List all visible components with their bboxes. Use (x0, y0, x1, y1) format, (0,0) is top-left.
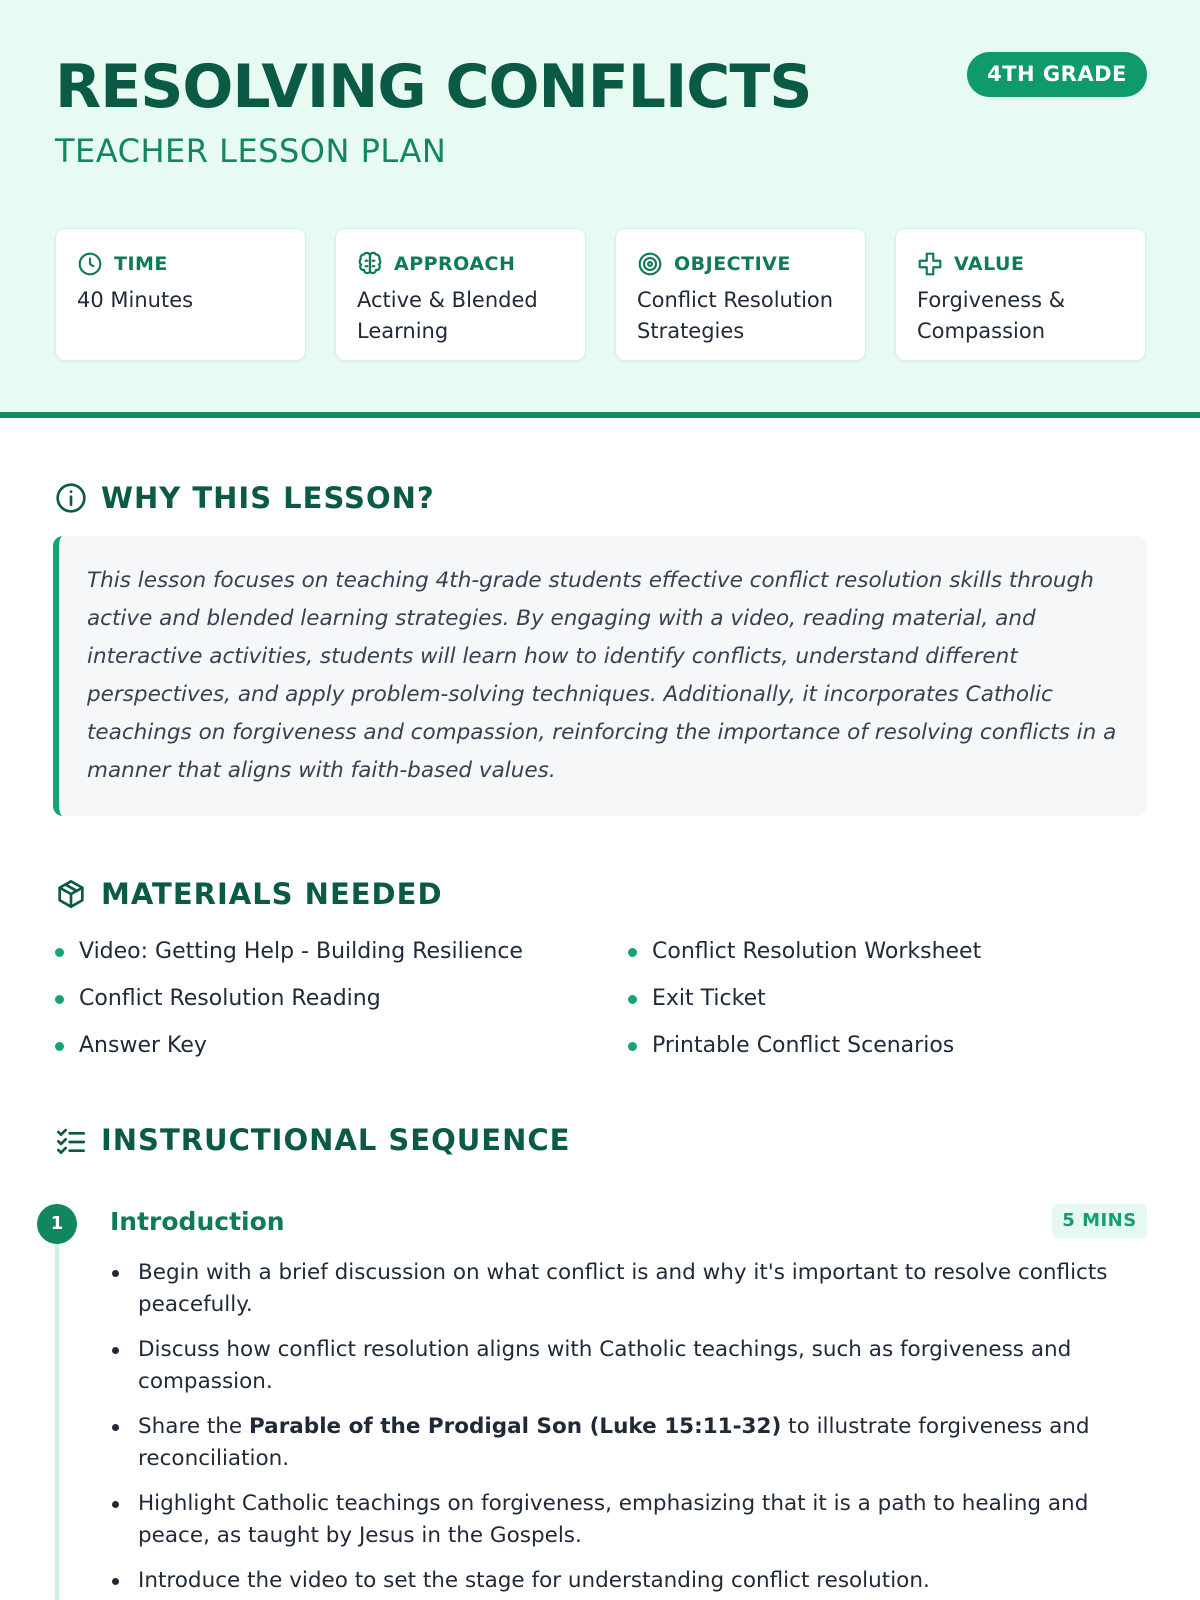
materials-section-title (55, 876, 443, 912)
materials-list-right (628, 936, 981, 1077)
why-section-title (55, 480, 435, 516)
why-text: This lesson focuses on teaching 4th-grade students effective conflict resolution skills through active and blended learning strategies. By engaging with a video, reading material, and interactive activities, students will learn how to identify conflicts, understand different perspectives, and apply problem-solving techniques. Additionally, it incorporates Catholic teachings on forgiveness and compassion, reinforcing the importance of resolving conflicts in a manner that aligns with faith-based values. (87, 568, 1117, 783)
bullet-text: to illustrate forgiveness and reconciliation. (138, 1414, 1090, 1471)
list-item: Conflict Resolution Reading (55, 983, 523, 1030)
bullet-text: Share the (138, 1414, 249, 1439)
step-bullet-list (110, 1257, 1150, 1600)
list-item: Video: Getting Help - Building Resilience (55, 936, 523, 983)
scripture-reference: Parable of the Prodigal Son (Luke 15:11-32) (249, 1414, 782, 1439)
brain-icon (357, 251, 383, 277)
page-title: RESOLVING CONFLICTS (55, 52, 812, 122)
meta-value: 40 Minutes (77, 288, 194, 312)
section-heading: INSTRUCTIONAL SEQUENCE (101, 1123, 571, 1157)
clock-icon (77, 251, 103, 277)
meta-label: TIME (114, 253, 168, 275)
list-item: Exit Ticket (628, 983, 981, 1030)
meta-value: Forgiveness & Compassion (917, 288, 1066, 343)
step-number-badge: 1 (37, 1204, 77, 1244)
cross-icon (917, 251, 943, 277)
materials-list-left (55, 936, 523, 1077)
meta-card-time (55, 228, 306, 361)
meta-value: Conflict Resolution Strategies (637, 288, 834, 343)
meta-card-approach (335, 228, 586, 361)
step-title: Introduction (110, 1207, 285, 1236)
sequence-section-title (55, 1122, 570, 1158)
checklist-icon (55, 1124, 87, 1156)
info-icon (55, 482, 87, 514)
page-subtitle: TEACHER LESSON PLAN (55, 132, 447, 170)
lesson-header (0, 0, 1200, 418)
meta-label: OBJECTIVE (674, 253, 791, 275)
meta-card-value (895, 228, 1146, 361)
list-item: Discuss how conflict resolution aligns with Catholic teachings, such as forgiveness and compassion. (110, 1334, 1150, 1398)
target-icon (637, 251, 663, 277)
meta-label: APPROACH (394, 253, 516, 275)
timeline-line (55, 1224, 59, 1600)
box-icon (55, 878, 87, 910)
grade-badge: 4TH GRADE (967, 52, 1147, 97)
section-heading: WHY THIS LESSON? (101, 481, 435, 515)
list-item: Introduce the video to set the stage for understanding conflict resolution. (110, 1565, 1150, 1597)
step-duration-badge: 5 MINS (1052, 1204, 1147, 1238)
list-item: Highlight Catholic teachings on forgiveness, emphasizing that it is a path to healing and peace, as taught by Jesus in the Gospels. (110, 1488, 1150, 1552)
list-item: Conflict Resolution Worksheet (628, 936, 981, 983)
meta-label: VALUE (954, 253, 1025, 275)
meta-card-objective (615, 228, 866, 361)
list-item: Begin with a brief discussion on what conflict is and why it's important to resolve conflicts peacefully. (110, 1257, 1150, 1321)
list-item (110, 1411, 1150, 1475)
meta-value: Active & Blended Learning (357, 288, 538, 343)
why-callout (53, 536, 1147, 816)
section-heading: MATERIALS NEEDED (101, 877, 443, 911)
list-item: Printable Conflict Scenarios (628, 1030, 981, 1077)
list-item: Answer Key (55, 1030, 523, 1077)
